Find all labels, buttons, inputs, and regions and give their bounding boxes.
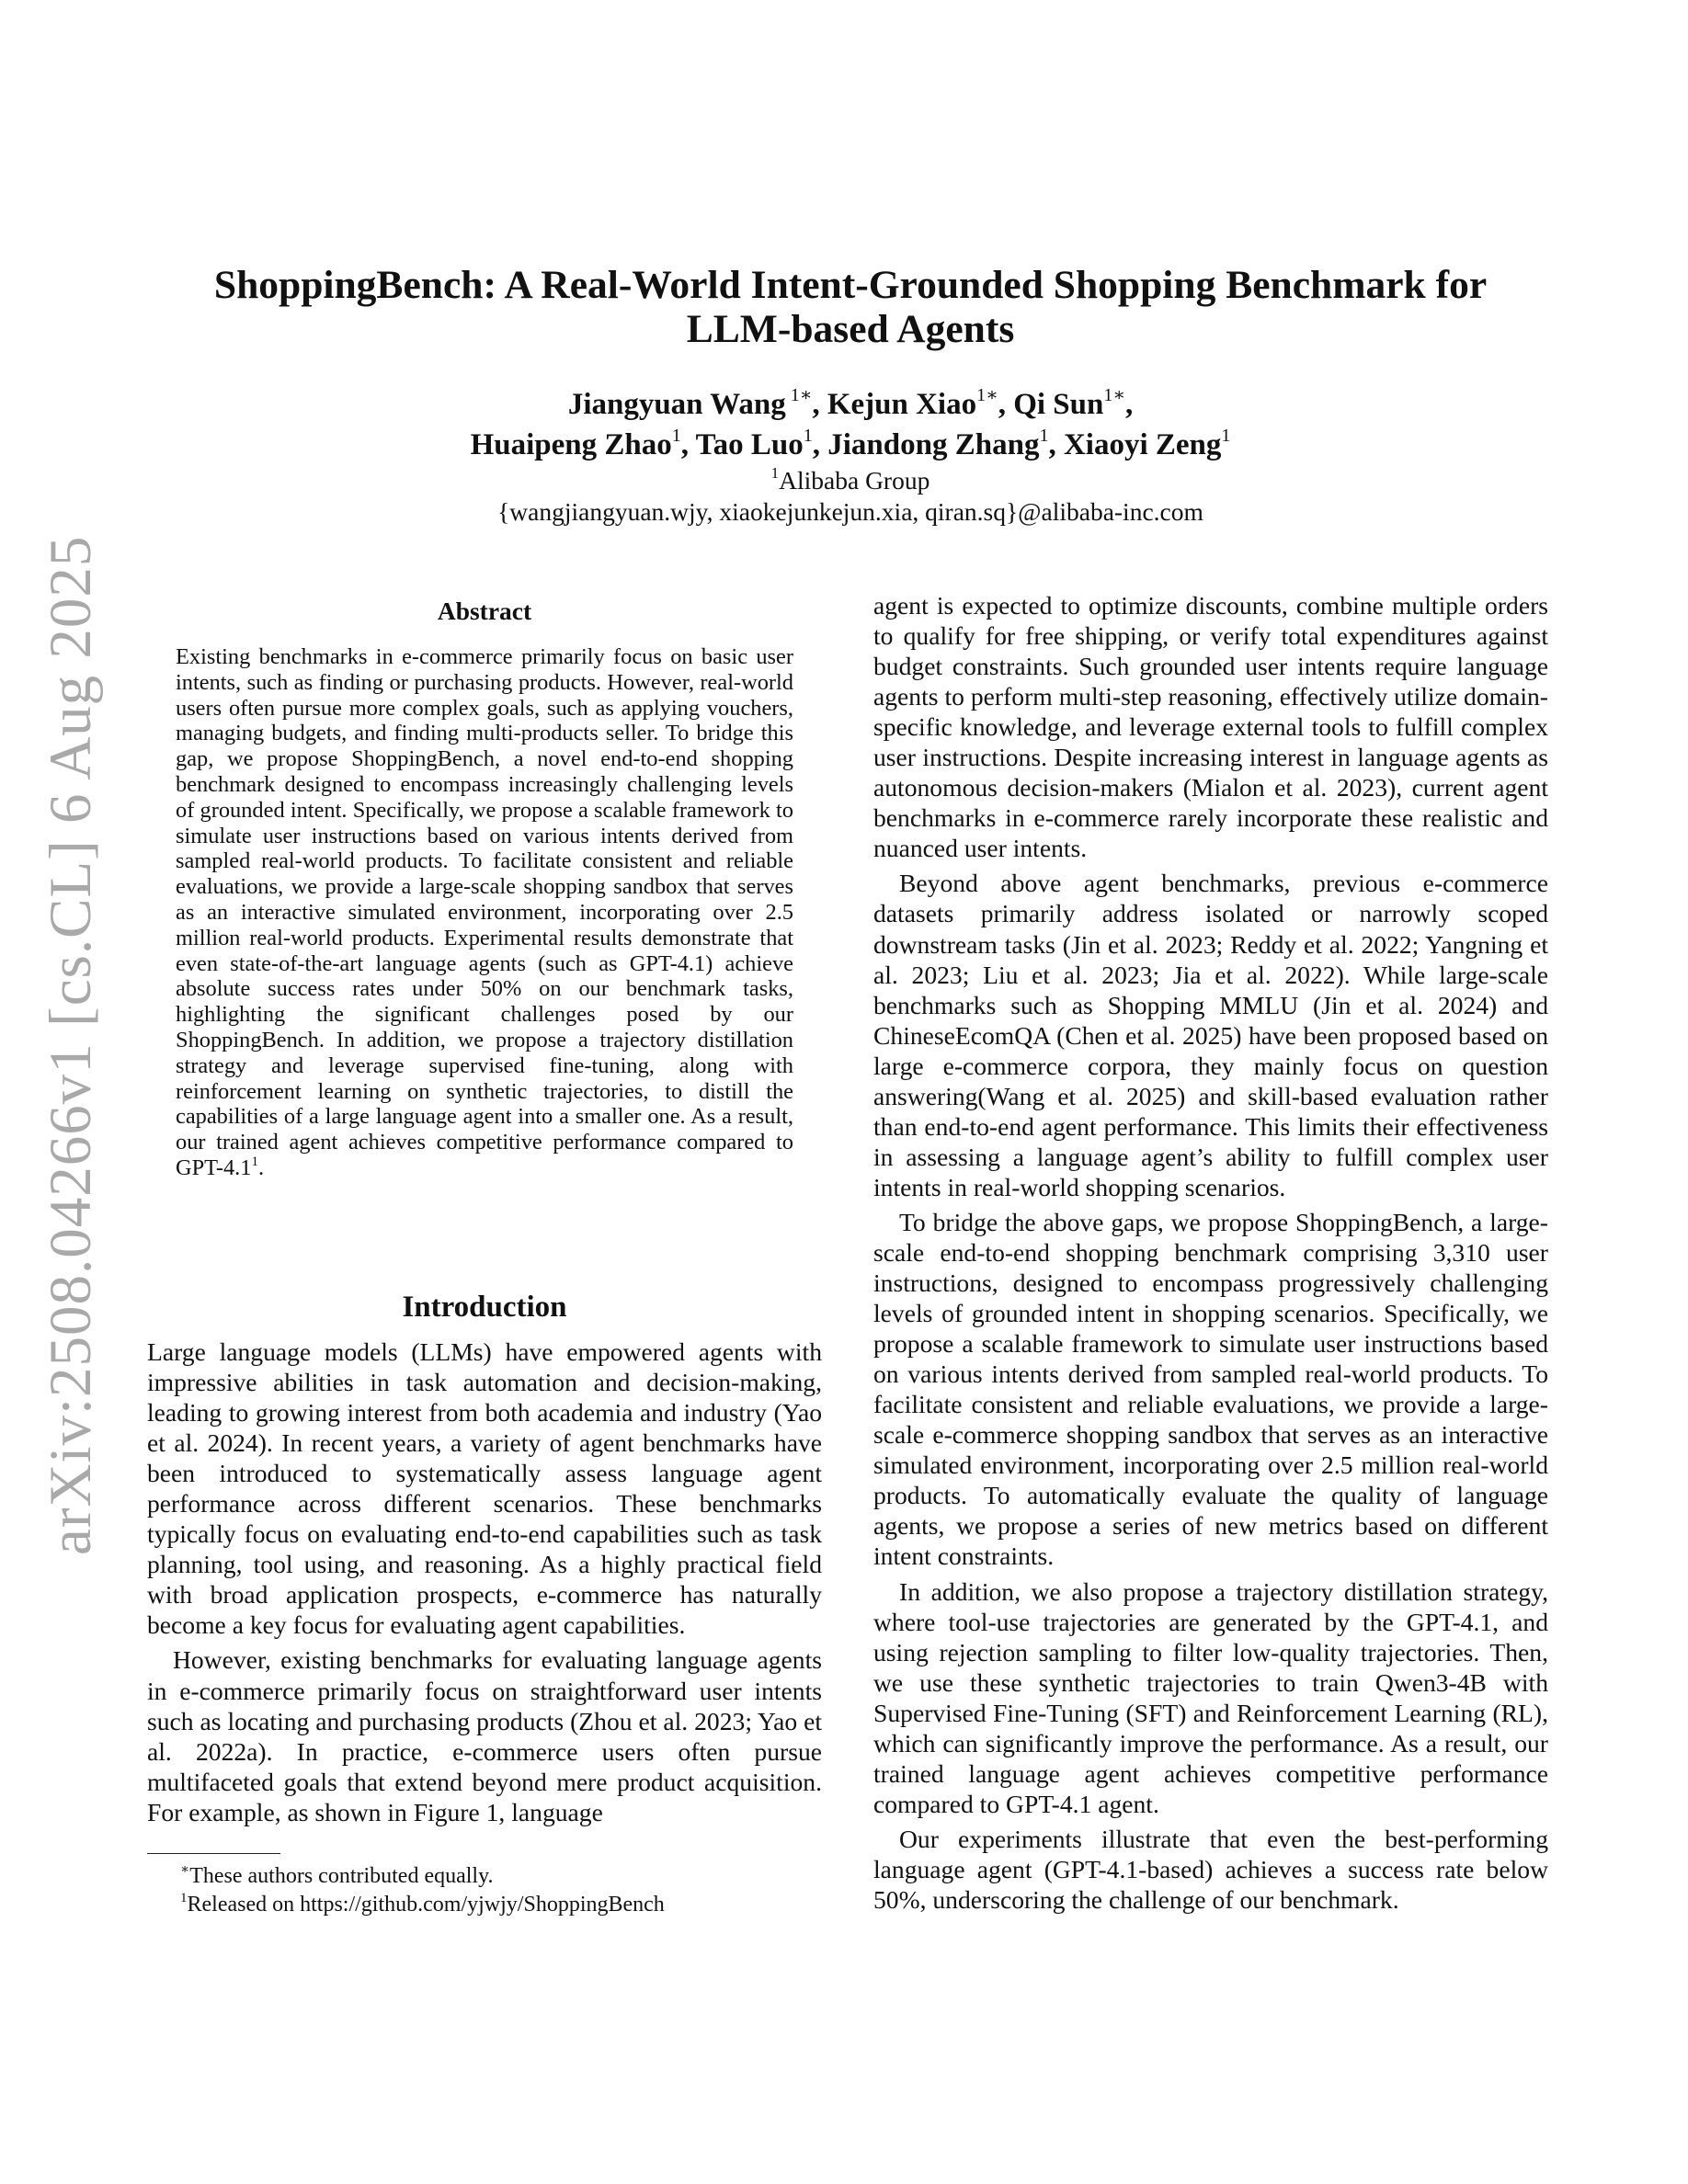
author-affiliation-mark: 1 (1039, 426, 1049, 446)
abstract-text (176, 644, 793, 1181)
paragraph: To bridge the above gaps, we propose ShoppingBench, a large-scale end-to-end shopping benchmark comprising 3,310 user instructions, designed to encompass progressively challenging levels of grounded intent in shopping scenarios. Specifically, we propose a scalable framework to simulate user instructions based on various intents derived from sampled real-world products. To facilitate consistent and reliable evaluations, we provide a large-scale e-commerce shopping sandbox that serves as an interactive simulated environment, incorporating over 2.5 million real-world products. To automatically evaluate the quality of language agents, we propose a series of new metrics based on different intent constraints. (873, 1207, 1548, 1571)
author-separator: , (1048, 428, 1064, 461)
author-affiliation-mark: 1 (671, 426, 681, 446)
footnote-mark: 1 (180, 1891, 188, 1905)
author-affiliation-mark: 1∗ (785, 385, 813, 405)
author-name: Tao Luo (695, 428, 804, 461)
paragraph: In addition, we also propose a trajectory distillation strategy, where tool-use trajectories are generated by the GPT-4.1, and using rejection sampling to filter low-quality trajectories. Then, we use these synthetic trajectories to train Qwen3-4B with Supervised Fine-Tuning (SFT) and Reinforcement Learning (RL), which can significantly improve the performance. As a result, our trained language agent achieves competitive performance compared to GPT-4.1 agent. (873, 1576, 1548, 1818)
author-separator: , (812, 388, 827, 421)
abstract-body: Existing benchmarks in e-commerce primarily focus on basic user intents, such as finding or purchasing products. However, real-world users often pursue more complex goals, such as applying vouchers, managing budgets, and finding multi-products seller. To bridge this gap, we propose ShoppingBench, a novel end-to-end shopping benchmark designed to encompass increasingly challenging levels of grounded intent. Specifically, we propose a scalable framework to simulate user instructions based on various intents derived from sampled real-world products. To facilitate consistent and reliable evaluations, we provide a large-scale shopping sandbox that serves as an interactive simulated environment, incorporating over 2.5 million real-world products. Experimental results demonstrate that even state-of-the-art language agents (such as GPT-4.1) achieve absolute success rates under 50% on our benchmark tasks, highlighting the significant challenges posed by our ShoppingBench. In addition, we propose a trajectory distillation strategy and leverage supervised fine-tuning, along with reinforcement learning on synthetic trajectories, to distill the capabilities of a large language agent into a smaller one. As a result, our trained agent achieves competitive performance compared to GPT-4.1 (176, 644, 793, 1180)
author-affiliation-mark: 1 (803, 426, 813, 446)
footnotes (147, 1862, 822, 1919)
introduction-heading: Introduction (402, 1291, 567, 1324)
author-name: Qi Sun (1013, 388, 1104, 421)
paper-title-line-1: ShoppingBench: A Real-World Intent-Grounded Shopping Benchmark for (213, 263, 1488, 307)
author-separator: , (812, 428, 828, 461)
author-name: Huaipeng Zhao (470, 428, 672, 461)
footnote-item (147, 1862, 822, 1891)
author-affiliation-mark: 1∗ (1103, 385, 1125, 405)
author-name: Jiangyuan Wang (567, 388, 786, 421)
author-list (138, 384, 1563, 465)
footnote-text: Released on https://github.com/yjwjy/ShoppingBench (187, 1893, 665, 1917)
left-column-body (147, 1337, 822, 1827)
arxiv-identifier-stamp: arXiv:2508.04266v1 [cs.CL] 6 Aug 2025 (38, 535, 104, 1555)
paper-title-line-2: LLM-based Agents (686, 307, 1015, 351)
paragraph: agent is expected to optimize discounts, combine multiple orders to qualify for free shipping, or verify total expenditures against budget constraints. Such grounded user intents require language agents to perform multi-step reasoning, effectively utilize domain-specific knowledge, and leverage external tools to fulfill complex user instructions. Despite increasing interest in language agents as autonomous decision-makers (Mialon et al. 2023), current agent benchmarks in e-commerce rarely incorporate these realistic and nuanced user intents. (873, 591, 1548, 863)
paragraph: However, existing benchmarks for evaluating language agents in e-commerce primarily focus on straightforward user intents such as locating and purchasing products (Zhou et al. 2023; Yao et al. 2022a). In practice, e-commerce users often pursue multifaceted goals that extend beyond mere product acquisition. For example, as shown in Figure 1, language (147, 1645, 822, 1826)
author-name: Jiandong Zhang (827, 428, 1040, 461)
author-separator: , (680, 428, 696, 461)
right-column-body (873, 590, 1548, 1915)
paper-title (138, 263, 1563, 351)
author-separator: , (1124, 388, 1134, 421)
author-affiliation-mark: 1∗ (976, 385, 998, 405)
affiliation-block (138, 465, 1563, 528)
footnote-text: These authors contributed equally. (189, 1864, 494, 1888)
author-separator: , (998, 388, 1014, 421)
author-name: Xiaoyi Zeng (1063, 428, 1222, 461)
author-emails: {wangjiangyuan.wjy, xiaokejunkejun.xia, qiran.sq}@alibaba-inc.com (497, 497, 1203, 526)
author-name: Kejun Xiao (827, 388, 977, 421)
affiliation-mark: 1 (770, 464, 780, 482)
footnote-mark: ∗ (180, 1862, 190, 1877)
paragraph: Beyond above agent benchmarks, previous e-commerce datasets primarily address isolated or narrowly scoped downstream tasks (Jin et al. 2023; Reddy et al. 2022; Yangning et al. 2023; Liu et al. 2023; Jia et al. 2022). While large-scale benchmarks such as Shopping MMLU (Jin et al. 2024) and ChineseEcomQA (Chen et al. 2025) have been proposed based on large e-commerce corpora, they mainly focus on question answering(Wang et al. 2025) and skill-based evaluation rather than end-to-end agent performance. This limits their effectiveness in assessing a language agent’s ability to fulfill complex user intents in real-world shopping scenarios. (873, 869, 1548, 1201)
footnote-item (147, 1891, 822, 1919)
abstract-footnote-mark: 1 (251, 1154, 258, 1169)
author-affiliation-mark: 1 (1221, 426, 1231, 446)
paragraph: Our experiments illustrate that even the best-performing language agent (GPT-4.1-based) achieves a success rate below 50%, underscoring the challenge of our benchmark. (873, 1824, 1548, 1914)
affiliation-name: Alibaba Group (779, 466, 930, 495)
abstract-heading: Abstract (437, 597, 532, 625)
abstract-end-punctuation: . (257, 1155, 265, 1180)
paragraph: Large language models (LLMs) have empowered agents with impressive abilities in task automation and decision-making, leading to growing interest from both academia and industry (Yao et al. 2024). In recent years, a variety of agent benchmarks have been introduced to systematically assess language agent performance across different scenarios. These benchmarks typically focus on evaluating end-to-end capabilities such as task planning, tool using, and reasoning. As a highly practical field with broad application prospects, e-commerce has naturally become a key focus for evaluating agent capabilities. (147, 1337, 822, 1640)
footnote-divider (147, 1853, 280, 1854)
